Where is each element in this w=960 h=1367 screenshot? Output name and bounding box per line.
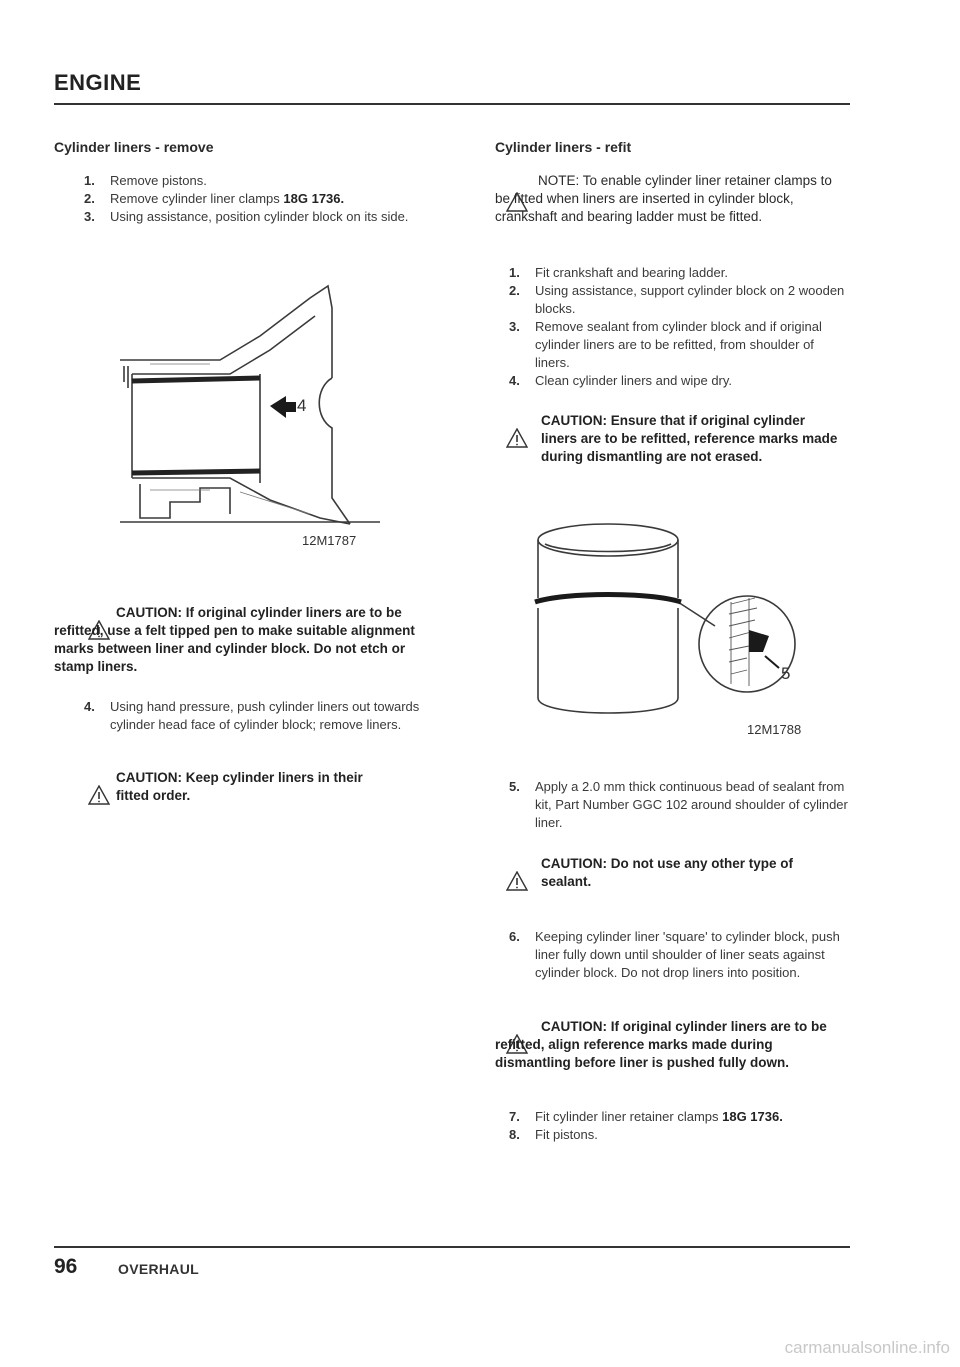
step-5-apply-sealant: [509, 778, 854, 832]
step-6-push-liner-down: [509, 928, 854, 982]
step-text: Remove sealant from cylinder block and if original cylinder liners are to be refitted, from shoulder of liners.: [535, 319, 822, 370]
tool-number: 18G 1736.: [283, 191, 345, 206]
step-text: Keeping cylinder liner 'square' to cylinder block, push liner fully down until shoulder of liner seats against cylinder block. Do not drop liners into position.: [535, 929, 840, 980]
figure-callout-4: 4: [297, 396, 307, 415]
step-3-remove-sealant: [509, 318, 849, 372]
step-text: Remove pistons.: [110, 173, 207, 188]
step-number: 8.: [509, 1127, 520, 1142]
figure-cylinder-liner-sealant: [525, 518, 825, 728]
step-number: 4.: [509, 373, 520, 388]
section-title-refit: Cylinder liners - refit: [495, 139, 632, 155]
step-text: Fit crankshaft and bearing ladder.: [535, 265, 728, 280]
step-text: Remove cylinder liner clamps: [110, 191, 284, 206]
warning-icon: [506, 428, 528, 448]
step-2-support-block: [509, 282, 849, 318]
step-number: 6.: [509, 929, 520, 944]
step-2-remove-clamps: [84, 190, 424, 208]
section-title-remove: Cylinder liners - remove: [54, 139, 214, 155]
step-text: Apply a 2.0 mm thick continuous bead of sealant from kit, Part Number GGC 102 around shoulder of cylinder liner.: [535, 779, 848, 830]
page-header-title: ENGINE: [54, 70, 142, 95]
footer-rule: [54, 1246, 850, 1248]
step-number: 4.: [84, 699, 95, 714]
step-text: Clean cylinder liners and wipe dry.: [535, 373, 733, 388]
warning-icon: [506, 871, 528, 891]
step-text: Fit cylinder liner retainer clamps: [535, 1109, 723, 1124]
step-3-position-block: [84, 208, 424, 226]
figure-cylinder-block-side: [110, 278, 390, 538]
caution-align-marks: CAUTION: If original cylinder liners are to be refitted, align reference marks made during dismantling before liner is pushed fully down.: [495, 1019, 827, 1070]
step-number: 1.: [84, 173, 95, 188]
step-number: 2.: [84, 191, 95, 206]
caution-fitted-order: CAUTION: Keep cylinder liners in their fitted order.: [116, 770, 363, 803]
step-text-wrap: [110, 190, 424, 208]
step-4-push-liners-out: [84, 698, 424, 734]
step-number: 3.: [84, 209, 95, 224]
step-number: 5.: [509, 779, 520, 794]
tool-number: 18G 1736.: [722, 1109, 783, 1124]
step-number: 2.: [509, 283, 520, 298]
caution-sealant-type: CAUTION: Do not use any other type of sealant.: [541, 856, 794, 889]
step-4-clean-liners: [509, 372, 849, 390]
step-text: Fit pistons.: [535, 1127, 598, 1142]
step-number: 3.: [509, 319, 520, 334]
caution-alignment-marks: CAUTION: If original cylinder liners are to be refitted, use a felt tipped pen to make suitable alignment marks between liner and cylinder block. Do not etch or stamp liners.: [54, 605, 415, 674]
figure-label-12m1787: 12M1787: [302, 533, 357, 548]
step-number: 1.: [509, 265, 520, 280]
page-number: 96: [54, 1255, 78, 1278]
step-8-fit-pistons: [509, 1126, 849, 1144]
header-rule: [54, 103, 850, 105]
warning-icon: [88, 785, 110, 805]
watermark-text: carmanualsonline.info: [784, 1338, 950, 1357]
footer-section-label: OVERHAUL: [118, 1261, 199, 1277]
step-text: Using hand pressure, push cylinder liners out towards cylinder head face of cylinder block; remove liners.: [110, 699, 420, 732]
step-7-fit-clamps: [509, 1108, 849, 1126]
step-text-wrap: [535, 1108, 849, 1126]
figure-label-12m1788: 12M1788: [747, 722, 802, 737]
step-1-remove-pistons: [84, 172, 424, 190]
caution-reference-marks: CAUTION: Ensure that if original cylinder liners are to be refitted, reference marks made during dismantling are not erased.: [541, 413, 838, 464]
step-text: Using assistance, position cylinder block on its side.: [110, 209, 409, 224]
step-text: Using assistance, support cylinder block on 2 wooden blocks.: [535, 283, 845, 316]
note-bearing-ladder: NOTE: To enable cylinder liner retainer clamps to be fitted when liners are inserted in cylinder block, crankshaft and bearing ladder must be fitted.: [495, 173, 832, 224]
step-1-fit-crankshaft: [509, 264, 849, 282]
figure-callout-5: 5: [781, 664, 791, 683]
step-number: 7.: [509, 1109, 520, 1124]
